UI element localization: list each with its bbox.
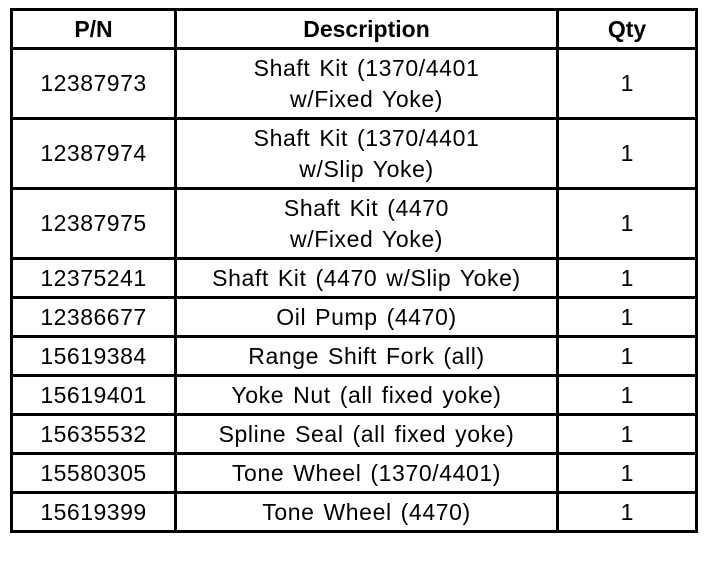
header-description: Description — [177, 11, 559, 50]
description-line: Yoke Nut (all fixed yoke) — [231, 381, 502, 408]
description-cell — [177, 494, 559, 530]
quantity-cell: 1 — [559, 299, 695, 338]
description-line: Tone Wheel (4470) — [262, 498, 471, 525]
description-line: Shaft Kit (1370/4401 — [253, 54, 480, 81]
table-row — [13, 120, 695, 190]
quantity-cell: 1 — [559, 50, 695, 120]
table-row — [13, 377, 695, 416]
description-cell — [177, 377, 559, 416]
quantity-cell: 1 — [559, 190, 695, 260]
description-line: Tone Wheel (1370/4401) — [231, 459, 502, 486]
description-line: Oil Pump (4470) — [276, 303, 457, 330]
quantity-cell: 1 — [559, 455, 695, 494]
table-body — [13, 50, 695, 530]
description-line: Shaft Kit (4470 w/Slip Yoke) — [212, 264, 521, 291]
description-cell — [177, 190, 559, 260]
quantity-cell: 1 — [559, 120, 695, 190]
description-cell — [177, 338, 559, 377]
header-row — [13, 11, 695, 50]
description-cell — [177, 50, 559, 120]
quantity-cell: 1 — [559, 377, 695, 416]
description-line: w/Fixed Yoke) — [290, 225, 443, 252]
table-row — [13, 455, 695, 494]
description-line: Spline Seal (all fixed yoke) — [218, 420, 515, 447]
parts-table — [10, 8, 698, 533]
header-qty: Qty — [559, 11, 695, 50]
description-cell — [177, 120, 559, 190]
part-number-cell: 12387975 — [13, 190, 177, 260]
quantity-cell: 1 — [559, 260, 695, 299]
quantity-cell: 1 — [559, 416, 695, 455]
table-row — [13, 190, 695, 260]
description-cell — [177, 260, 559, 299]
description-line: Shaft Kit (4470 — [283, 194, 450, 221]
description-cell — [177, 455, 559, 494]
part-number-cell: 15619401 — [13, 377, 177, 416]
table-row — [13, 299, 695, 338]
description-line: Range Shift Fork (all) — [248, 342, 485, 369]
description-line: w/Fixed Yoke) — [290, 85, 443, 112]
table-row — [13, 494, 695, 530]
table-row — [13, 50, 695, 120]
table-row — [13, 416, 695, 455]
description-cell — [177, 416, 559, 455]
quantity-cell: 1 — [620, 498, 634, 525]
table-header — [13, 11, 695, 50]
description-line: w/Slip Yoke) — [299, 155, 434, 182]
table-row — [13, 260, 695, 299]
part-number-cell: 12375241 — [13, 260, 177, 299]
description-cell — [177, 299, 559, 338]
quantity-cell: 1 — [559, 338, 695, 377]
part-number-cell: 12387973 — [13, 50, 177, 120]
part-number-cell: 15619384 — [13, 338, 177, 377]
table-row — [13, 338, 695, 377]
part-number-cell: 15619399 — [13, 494, 177, 530]
part-number-cell: 12387974 — [13, 120, 177, 190]
header-pn: P/N — [13, 11, 177, 50]
description-line: Shaft Kit (1370/4401 — [253, 124, 480, 151]
part-number-cell: 15580305 — [13, 455, 177, 494]
part-number-cell: 15635532 — [13, 416, 177, 455]
part-number-cell: 12386677 — [13, 299, 177, 338]
